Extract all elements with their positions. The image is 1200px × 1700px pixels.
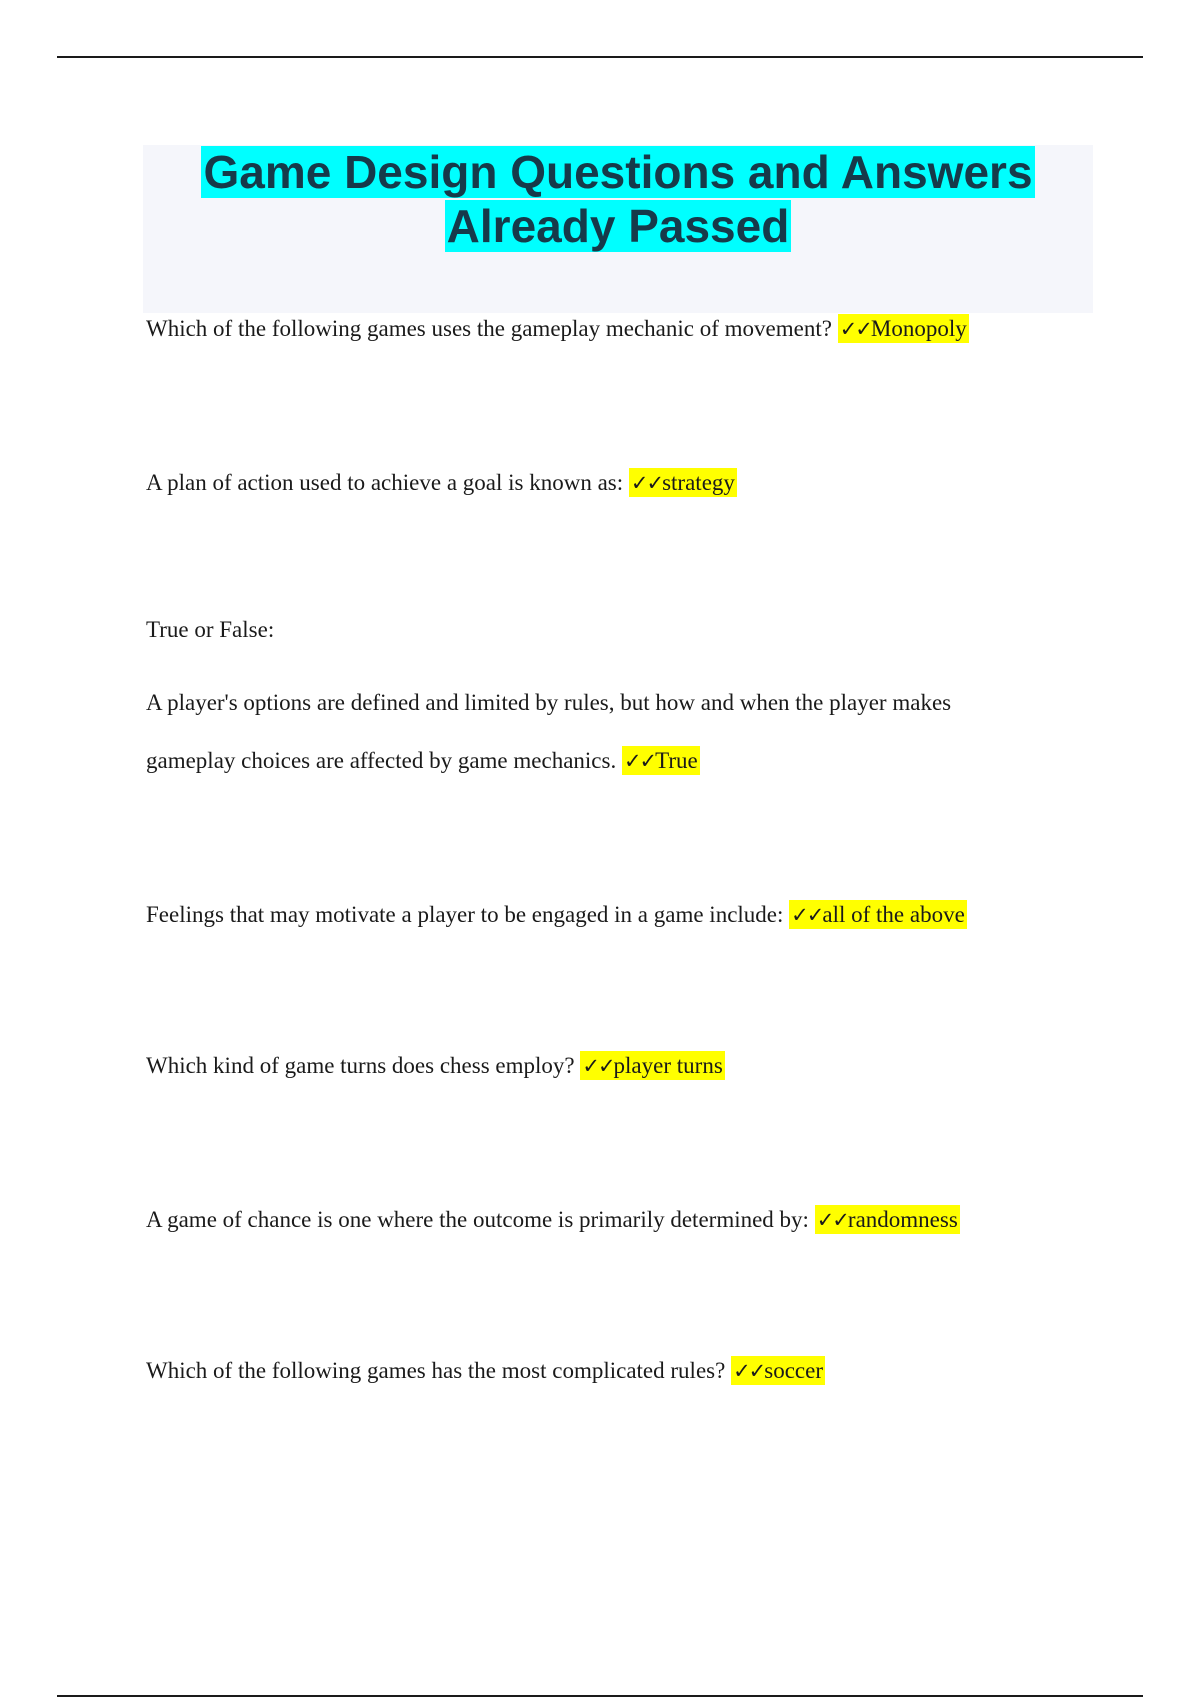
answer-highlight bbox=[731, 1356, 825, 1385]
double-check-icon: ✓✓ bbox=[791, 903, 823, 927]
question-3 bbox=[146, 674, 1126, 790]
answer-highlight bbox=[838, 314, 969, 343]
bottom-rule bbox=[57, 1695, 1143, 1697]
question-text: Feelings that may motivate a player to be engaged in a game include: bbox=[146, 902, 784, 927]
answer-text: randomness bbox=[847, 1207, 958, 1232]
title-line-1: Game Design Questions and Answers bbox=[203, 146, 1033, 198]
top-rule bbox=[57, 56, 1143, 58]
double-check-icon: ✓✓ bbox=[733, 1359, 765, 1383]
title-line-2: Already Passed bbox=[446, 200, 790, 252]
answer-text: soccer bbox=[764, 1358, 824, 1383]
double-check-icon: ✓✓ bbox=[839, 317, 871, 341]
answer-text: all of the above bbox=[822, 902, 965, 927]
answer-highlight bbox=[815, 1205, 960, 1234]
question-text: A game of chance is one where the outcome is primarily determined by: bbox=[146, 1207, 809, 1232]
answer-highlight bbox=[622, 746, 700, 775]
answer-text: Monopoly bbox=[870, 316, 967, 341]
question-7 bbox=[146, 1342, 1126, 1400]
title-block bbox=[143, 145, 1093, 313]
answer-highlight bbox=[629, 468, 737, 497]
question-4 bbox=[146, 886, 1126, 944]
double-check-icon: ✓✓ bbox=[630, 471, 663, 495]
question-text: A plan of action used to achieve a goal is known as: bbox=[146, 470, 624, 495]
question-text: Which of the following games has the most complicated rules? bbox=[146, 1358, 726, 1383]
question-3-prefix bbox=[146, 601, 1126, 659]
double-check-icon: ✓✓ bbox=[816, 1208, 848, 1232]
question-5 bbox=[146, 1037, 1126, 1095]
question-2 bbox=[146, 454, 1126, 512]
page-title bbox=[143, 145, 1093, 253]
question-6 bbox=[146, 1191, 1126, 1249]
answer-highlight bbox=[789, 900, 967, 929]
question-text-line-2: gameplay choices are affected by game mechanics. bbox=[146, 748, 617, 773]
question-prefix: True or False: bbox=[146, 617, 275, 642]
double-check-icon: ✓✓ bbox=[623, 749, 656, 773]
answer-text: strategy bbox=[662, 470, 735, 495]
question-text-line-1: A player's options are defined and limited by rules, but how and when the player makes bbox=[146, 690, 952, 715]
question-text: Which kind of game turns does chess employ? bbox=[146, 1053, 575, 1078]
answer-highlight bbox=[580, 1051, 724, 1080]
answer-text: True bbox=[655, 748, 698, 773]
question-1 bbox=[146, 300, 1126, 358]
question-text: Which of the following games uses the gameplay mechanic of movement? bbox=[146, 316, 832, 341]
answer-text: player turns bbox=[613, 1053, 723, 1078]
double-check-icon: ✓✓ bbox=[582, 1054, 614, 1078]
